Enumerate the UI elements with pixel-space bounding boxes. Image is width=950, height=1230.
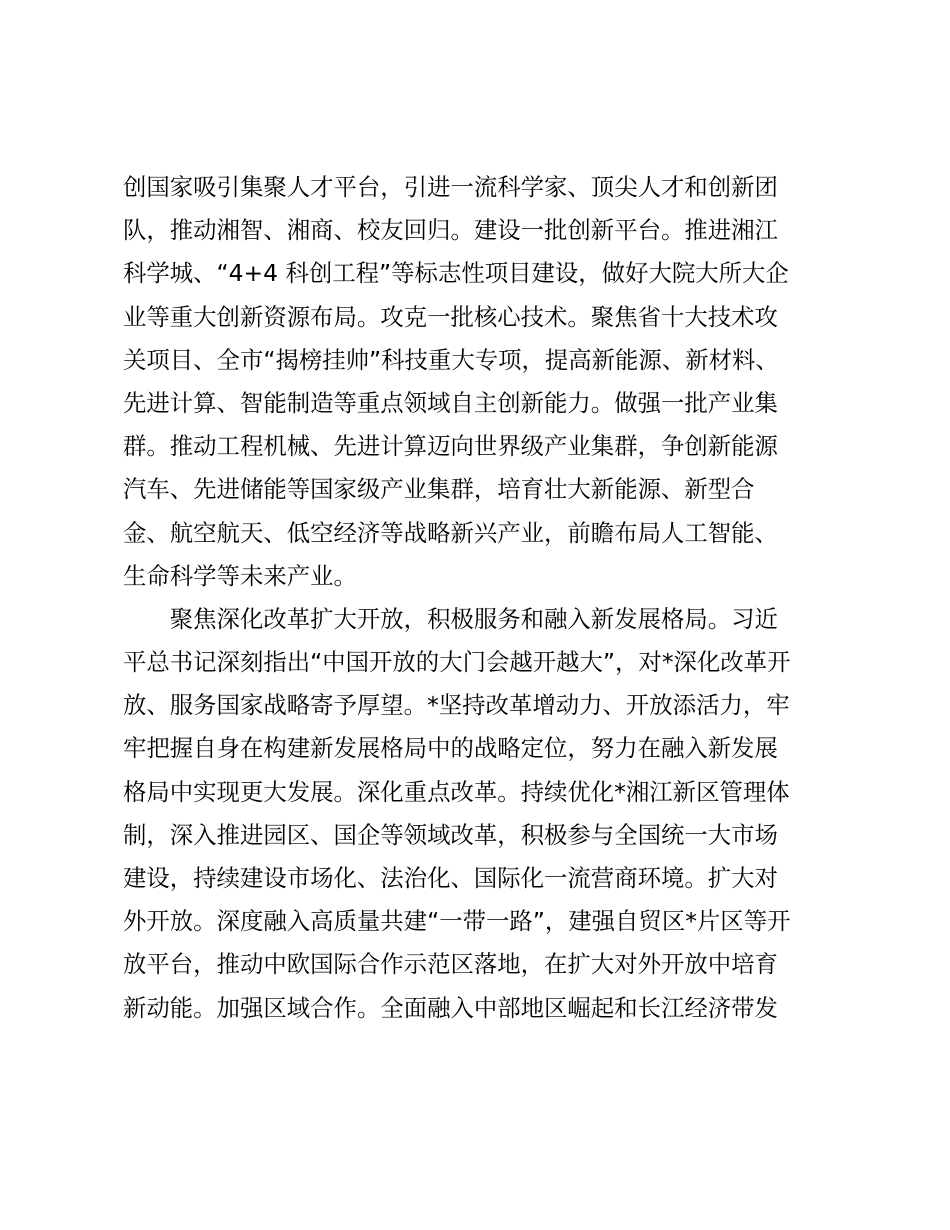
- text-line: 先进计算、智能制造等重点领域自主创新能力。做强一批产业集: [123, 388, 778, 417]
- text-line: 创国家吸引集聚人才平台，引进一流科学家、顶尖人才和创新团: [123, 173, 778, 201]
- text-line: 群。推动工程机械、先进计算迈向世界级产业集群，争创新能源: [123, 432, 778, 461]
- text-line: 放平台，推动中欧国际合作示范区落地，在扩大对外开放中培育: [123, 950, 778, 979]
- text-line: 放、服务国家战略寄予厚望。*坚持改革增动力、开放添活力，牢: [123, 691, 790, 720]
- text-line: 金、航空航天、低空经济等战略新兴产业，前瞻布局人工智能、: [123, 518, 778, 547]
- text-line: 平总书记深刻指出“中国开放的大门会越开越大”，对*深化改革开: [123, 648, 791, 677]
- text-line: 汽车、先进储能等国家级产业集群，培育壮大新能源、新型合: [123, 475, 755, 504]
- text-line: 牢把握自身在构建新发展格局中的战略定位，努力在融入新发展: [123, 734, 778, 763]
- text-line: 关项目、全市“揭榜挂帅”科技重大专项，提高新能源、新材料、: [123, 345, 779, 374]
- text-line: 科学城、“4+4 科创工程”等标志性项目建设，做好大院大所大企: [123, 259, 789, 288]
- text-line: 新动能。加强区域合作。全面融入中部地区崛起和长江经济带发: [123, 993, 778, 1022]
- paragraph-start-line: 聚焦深化改革扩大开放，积极服务和融入新发展格局。习近: [123, 604, 778, 633]
- text-line: 外开放。深度融入高质量共建“一带一路”，建强自贸区*片区等开: [123, 907, 791, 936]
- text-line: 生命科学等未来产业。: [123, 561, 357, 590]
- text-line: 建设，持续建设市场化、法治化、国际化一流营商环境。扩大对: [123, 864, 778, 892]
- text-line: 制，深入推进园区、国企等领域改革，积极参与全国统一大市场: [123, 820, 778, 849]
- body-text: [123, 166, 833, 1030]
- text-line: 队，推动湘智、湘商、校友回归。建设一批创新平台。推进湘江: [123, 216, 778, 245]
- text-line: 格局中实现更大发展。深化重点改革。持续优化*湘江新区管理体: [123, 777, 790, 806]
- text-line: 业等重大创新资源布局。攻克一批核心技术。聚焦省十大技术攻: [123, 302, 778, 331]
